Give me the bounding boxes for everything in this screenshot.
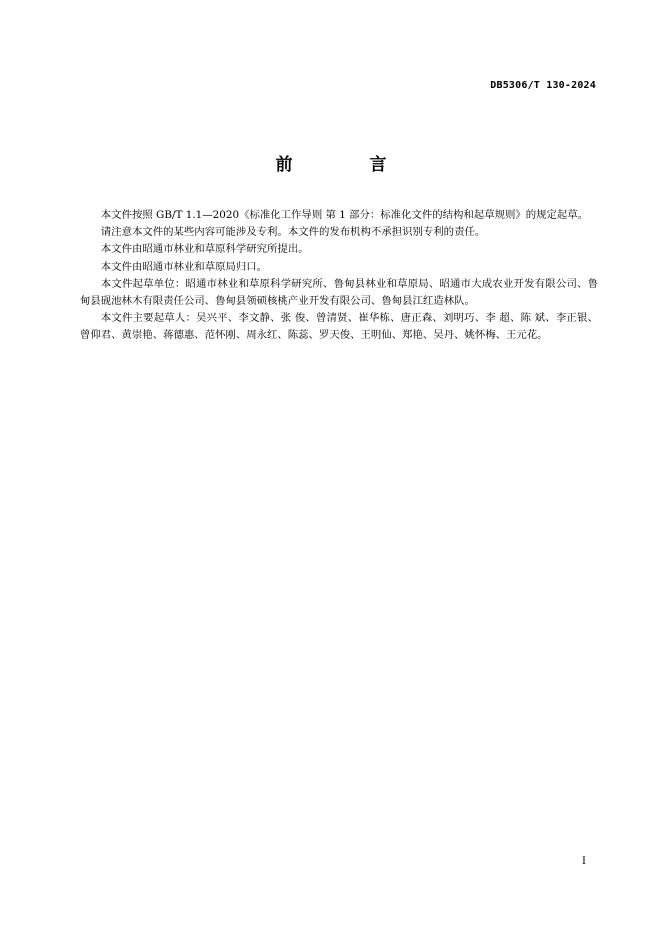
paragraph-patent-notice: 请注意本文件的某些内容可能涉及专利。本文件的发布机构不承担识别专利的责任。 [100,226,486,239]
page-title: 前 言 [275,155,417,175]
paragraph-drafting-units: 本文件起草单位：昭通市林业和草原科学研究所、鲁甸县林业和草原局、昭通市大成农业开发有限公司、鲁甸县砚池林木有限责任公司、鲁甸县领硕核桃产业开发有限公司、鲁甸县江红造林队。 [80,277,598,308]
paragraph-centralized-management: 本文件由昭通市林业和草原局归口。 [100,260,268,273]
page-number: I [582,856,586,867]
document-code: DB5306/T 130-2024 [490,80,596,91]
paragraph-main-drafters: 本文件主要起草人：吴兴平、李文静、张 俊、曾清贤、崔华栋、唐正森、刘明巧、李 超、陈 斌、李正银、曾仰君、黄崇艳、蒋德惠、范怀刚、周永红、陈蕊、罗天俊、王明仙、郑艳、吴丹、姚怀梅、王元花。 [80,312,598,342]
paragraph-drafting-basis: 本文件按照 GB/T 1.1—2020《标准化工作导则 第 1 部分：标准化文件的结构和起草规则》的规定起草。 [100,209,589,221]
foreword-body [80,207,598,345]
paragraph-proposer: 本文件由昭通市林业和草原科学研究所提出。 [100,243,309,256]
